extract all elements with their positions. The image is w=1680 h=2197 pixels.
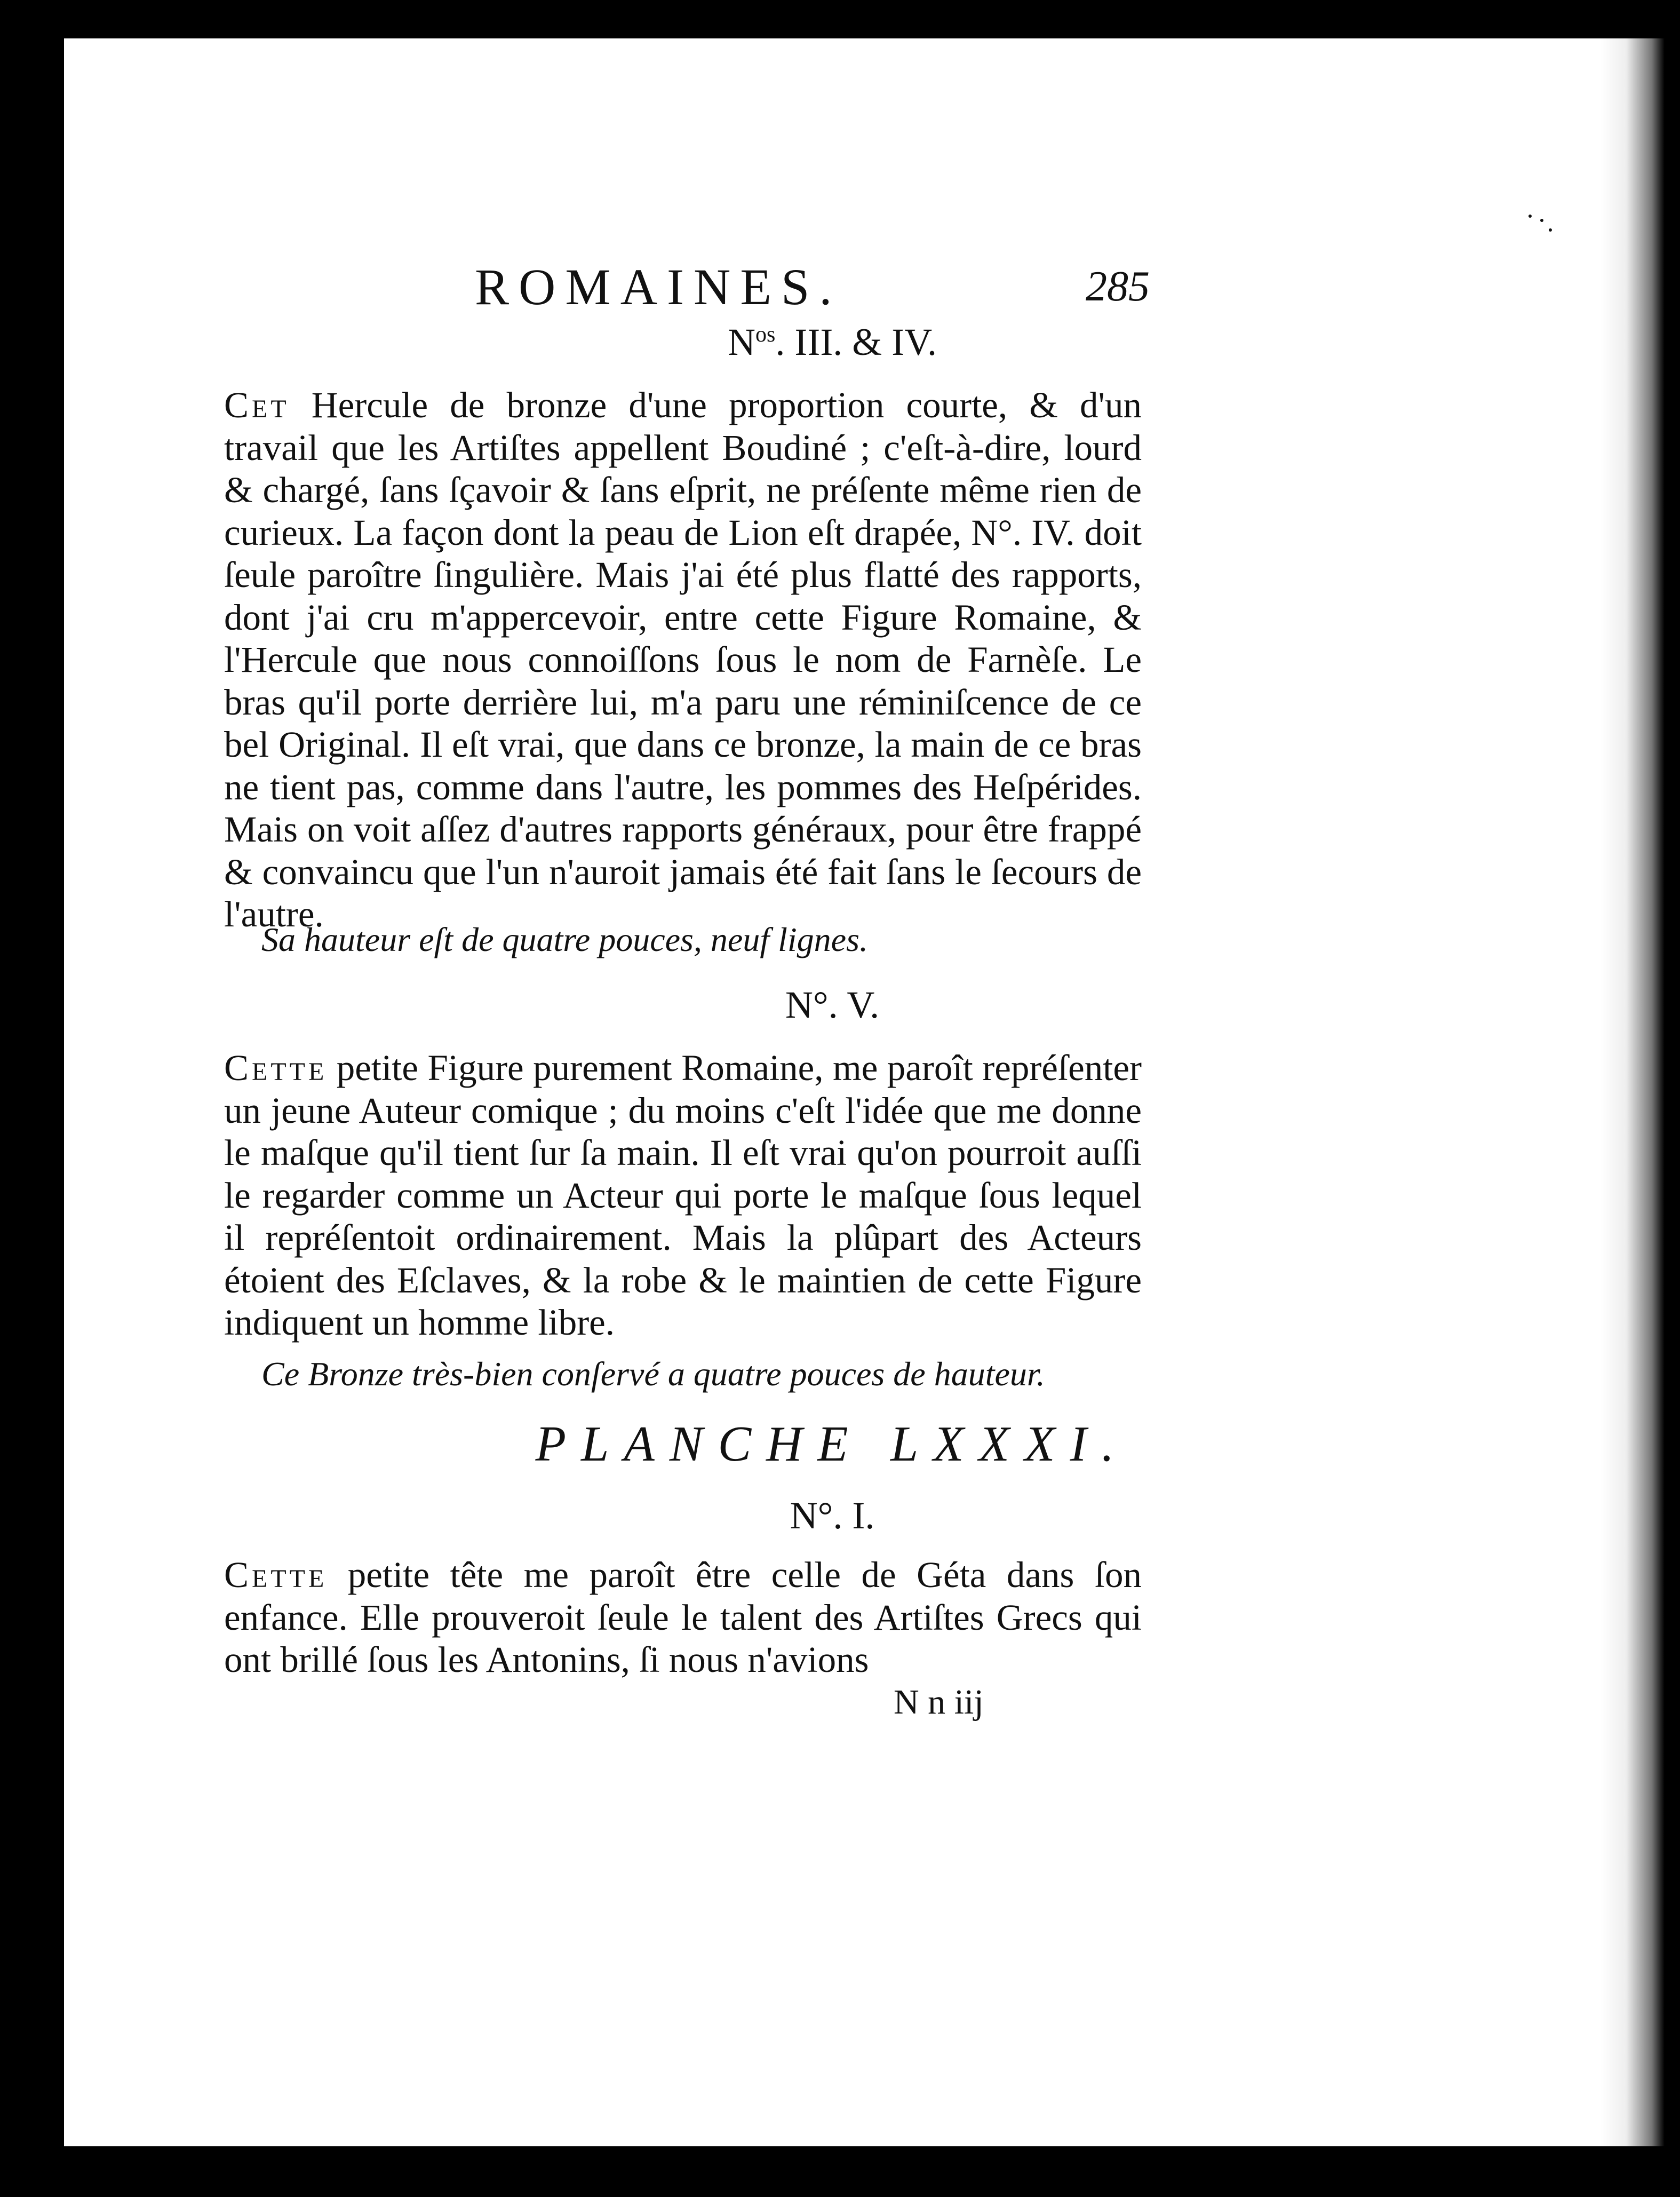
- section-heading-5: N°. V.: [785, 984, 880, 1026]
- paragraph-geta: Cette petite tête me paroît être celle de Géta dans ſon enfance. Elle prouveroit ſeule le talent des Artiſtes Grecs qui ont brillé ſous les Antonins, ſi nous n'avions: [224, 1554, 1142, 1680]
- note-dimension-2: Ce Bronze très-bien conſervé a quatre pouces de hauteur.: [261, 1355, 1045, 1393]
- signature-mark: N n iij: [894, 1683, 984, 1722]
- plate-heading: PLANCHE LXXXI.: [535, 1416, 1129, 1472]
- scan-left-edge: [44, 59, 53, 2172]
- running-head: ROMAINES.: [475, 258, 842, 315]
- note-dimension-1: Sa hauteur eſt de quatre pouces, neuf lignes.: [261, 921, 868, 958]
- book-page: [64, 38, 1601, 2146]
- page-gutter-shadow: [1601, 38, 1665, 2146]
- paragraph-auteur: Cette petite Figure purement Romaine, me paroît repréſenter un jeune Auteur comique ; du moins c'eſt l'idée que me donne le maſque qu'il tient ſur ſa main. Il eſt vrai qu'on pourroit auſſi le regarder comme un Acteur qui porte le maſque ſous lequel il repréſentoit ordinairement. Mais la plûpart des Acteurs étoient des Eſclaves, & la robe & le maintien de cette Figure indiquent un homme libre.: [224, 1048, 1142, 1343]
- section-heading-1: N°. I.: [790, 1494, 875, 1537]
- paragraph-hercule: Cet Hercule de bronze d'une proportion courte, & d'un travail que les Artiſtes appellent Boudiné ; c'eſt-à-dire, lourd & chargé, ſans ſçavoir & ſans eſprit, ne préſente même rien de curieux. La façon dont la peau de Lion eſt drapée, N°. IV. doit ſeule paroître ſingulière. Mais j'ai été plus flatté des rapports, dont j'ai cru m'appercevoir, entre cette Figure Romaine, & l'Hercule que nous connoiſſons ſous le nom de Farnèſe. Le bras qu'il porte derrière lui, m'a paru une réminiſcence de ce bel Original. Il eſt vrai, que dans ce bronze, la main de ce bras ne tient pas, comme dans l'autre, les pommes des Heſpérides. Mais on voit aſſez d'autres rapports généraux, pour être frappé & convaincu que l'un n'auroit jamais été fait ſans le ſecours de l'autre.: [224, 385, 1142, 934]
- section-heading-3-4: $N^{os}$. III. & IV.: [728, 321, 937, 363]
- page-number: 285: [1086, 263, 1150, 310]
